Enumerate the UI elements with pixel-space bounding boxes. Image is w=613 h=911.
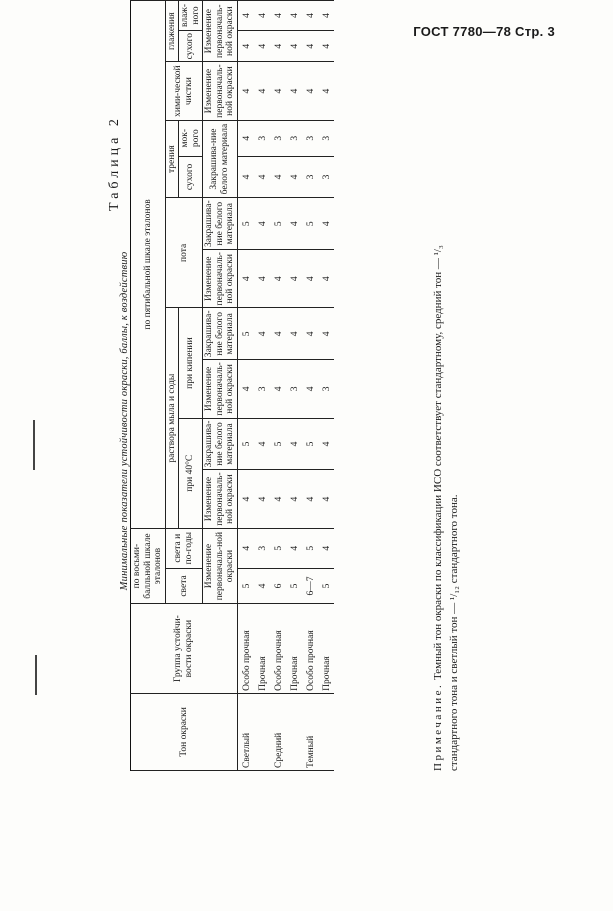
cell-value: 3 [254, 120, 270, 156]
cell-value: 4 [270, 470, 286, 528]
table-caption: Таблица 2 [107, 115, 122, 211]
cell-tone: Темный [302, 693, 318, 770]
scan-mark [35, 655, 37, 695]
header-dry-cleaning: хими-ческой чистки [165, 62, 203, 120]
header-soap-soda: раствора мыла и соды [165, 308, 179, 528]
cell-group: Особо прочная [270, 604, 286, 693]
cell-group: Особо прочная [237, 604, 254, 693]
cell-value: 4 [286, 31, 302, 62]
cell-value: 5 [270, 198, 286, 250]
cell-value: 4 [286, 308, 302, 360]
cell-value: 4 [318, 470, 334, 528]
note-line-2: стандартного тона и светлый тон — ¹/₁₂ стандартного тона. [448, 494, 460, 771]
cell-value: 5 [318, 568, 334, 604]
cell-value: 4 [302, 62, 318, 120]
header-sweat: пота [165, 198, 203, 308]
header-boil-change: Изменение первоначаль-ной окраски [203, 360, 238, 418]
cell-value: 3 [318, 120, 334, 156]
cell-value: 4 [318, 31, 334, 62]
cell-value: 5 [237, 198, 254, 250]
fastness-table [130, 0, 334, 771]
cell-group: Прочная [254, 604, 270, 693]
cell-value: 3 [286, 120, 302, 156]
cell-value: 4 [270, 308, 286, 360]
header-dryclean-change: Изменение первоначаль-ной окраски [203, 62, 238, 120]
header-boil-staining: Закрашива-ние белого материала [203, 308, 238, 360]
header-ironing: глажения [165, 1, 179, 62]
header-rubbing: трения [165, 120, 179, 197]
cell-value: 5 [270, 528, 286, 568]
cell-value: 4 [302, 360, 318, 418]
header-rub-wet: мок-рого [179, 120, 203, 156]
cell-value: 4 [302, 1, 318, 31]
cell-value: 5 [270, 418, 286, 470]
cell-value: 4 [270, 62, 286, 120]
cell-value: 4 [286, 62, 302, 120]
header-rub-staining: Закрашива-ние белого материала [203, 120, 238, 197]
cell-value: 4 [254, 62, 270, 120]
cell-value: 3 [302, 120, 318, 156]
cell-value: 5 [237, 418, 254, 470]
cell-value: 4 [318, 308, 334, 360]
header-40-staining: Закрашива-ние белого материала [203, 418, 238, 470]
cell-value: 4 [237, 1, 254, 31]
cell-value: 4 [254, 198, 270, 250]
header-iron-change: Изменение первоначаль-ной окраски [203, 1, 238, 62]
cell-value: 4 [254, 308, 270, 360]
cell-value: 3 [318, 156, 334, 198]
cell-value: 4 [254, 418, 270, 470]
cell-value: 5 [302, 418, 318, 470]
cell-value: 4 [318, 62, 334, 120]
cell-group: Прочная [318, 604, 334, 693]
cell-tone: Светлый [237, 693, 254, 770]
header-iron-wet: влаж-ного [179, 1, 203, 31]
header-iron-dry: сухого [179, 31, 203, 62]
table-row [286, 1, 302, 771]
header-at-40: при 40°С [179, 418, 203, 528]
cell-value: 4 [318, 198, 334, 250]
cell-value: 4 [254, 31, 270, 62]
cell-value: 4 [286, 156, 302, 198]
cell-value: 4 [286, 250, 302, 308]
cell-tone [254, 693, 270, 770]
cell-value: 4 [237, 156, 254, 198]
cell-value: 3 [286, 360, 302, 418]
cell-value: 4 [254, 470, 270, 528]
page-header: ГОСТ 7780—78 Стр. 3 [413, 24, 555, 39]
cell-value: 4 [237, 62, 254, 120]
cell-value: 4 [318, 528, 334, 568]
cell-value: 4 [302, 470, 318, 528]
cell-value: 4 [318, 250, 334, 308]
cell-value: 4 [286, 418, 302, 470]
scan-mark [33, 420, 35, 470]
cell-tone [318, 693, 334, 770]
cell-value: 4 [237, 360, 254, 418]
header-sweat-change: Изменение первоначаль-ной окраски [203, 250, 238, 308]
cell-value: 4 [302, 250, 318, 308]
cell-value: 3 [302, 156, 318, 198]
cell-value: 4 [286, 528, 302, 568]
cell-value: 4 [237, 470, 254, 528]
cell-value: 5 [302, 198, 318, 250]
cell-value: 4 [254, 568, 270, 604]
cell-value: 4 [318, 418, 334, 470]
header-five-point-scale: по пятибальной шкале эталонов [131, 1, 166, 529]
table-row [302, 1, 318, 771]
table-note [430, 131, 462, 771]
cell-value: 4 [286, 1, 302, 31]
table-row [237, 1, 254, 771]
cell-value: 4 [237, 31, 254, 62]
cell-value: 4 [254, 156, 270, 198]
cell-value: 3 [318, 360, 334, 418]
table-title: Минимальные показатели устойчивости окраски, баллы, к воздействию [119, 251, 130, 591]
cell-value: 4 [302, 308, 318, 360]
cell-value: 4 [286, 198, 302, 250]
cell-value: 3 [254, 360, 270, 418]
header-light-weather: света и по-годы [165, 528, 203, 568]
note-line-1: Темный тон окраски по классификации ИСО соответствует стандартному, средний тон — ¹/₃ [432, 245, 444, 681]
cell-group: Прочная [286, 604, 302, 693]
cell-value: 5 [237, 308, 254, 360]
cell-value: 6 [270, 568, 286, 604]
cell-value: 4 [254, 1, 270, 31]
cell-value: 4 [237, 250, 254, 308]
header-eight-point-scale: по восьми-балльной шкале эталонов [131, 528, 166, 604]
cell-value: 4 [270, 1, 286, 31]
cell-value: 5 [302, 528, 318, 568]
cell-value: 4 [237, 528, 254, 568]
cell-value: 5 [286, 568, 302, 604]
cell-value: 3 [254, 528, 270, 568]
cell-value: 4 [254, 250, 270, 308]
cell-value: 4 [286, 470, 302, 528]
cell-tone: Средний [270, 693, 286, 770]
cell-value: 4 [270, 360, 286, 418]
cell-value: 4 [270, 31, 286, 62]
cell-value: 4 [270, 156, 286, 198]
cell-value: 3 [270, 120, 286, 156]
header-light-change: Изменение первоначаль-ной окраски [203, 528, 238, 604]
cell-value: 6—7 [302, 568, 318, 604]
header-rub-dry: сухого [179, 156, 203, 198]
header-tone: Тон окраски [131, 693, 238, 770]
note-label: Примечание. [432, 682, 444, 771]
table-row [254, 1, 270, 771]
cell-value: 4 [318, 1, 334, 31]
header-sweat-staining: Закрашива-ние белого материала [203, 198, 238, 250]
table-row [318, 1, 334, 771]
table-row [270, 1, 286, 771]
header-light: света [165, 568, 203, 604]
cell-tone [286, 693, 302, 770]
header-group: Группа устойчи-вости окраски [131, 604, 238, 693]
header-40-change: Изменение первоначаль-ной окраски [203, 470, 238, 528]
cell-value: 4 [237, 120, 254, 156]
cell-value: 4 [302, 31, 318, 62]
header-boiling: при кипении [179, 308, 203, 418]
cell-value: 5 [237, 568, 254, 604]
cell-group: Особо прочная [302, 604, 318, 693]
cell-value: 4 [270, 250, 286, 308]
